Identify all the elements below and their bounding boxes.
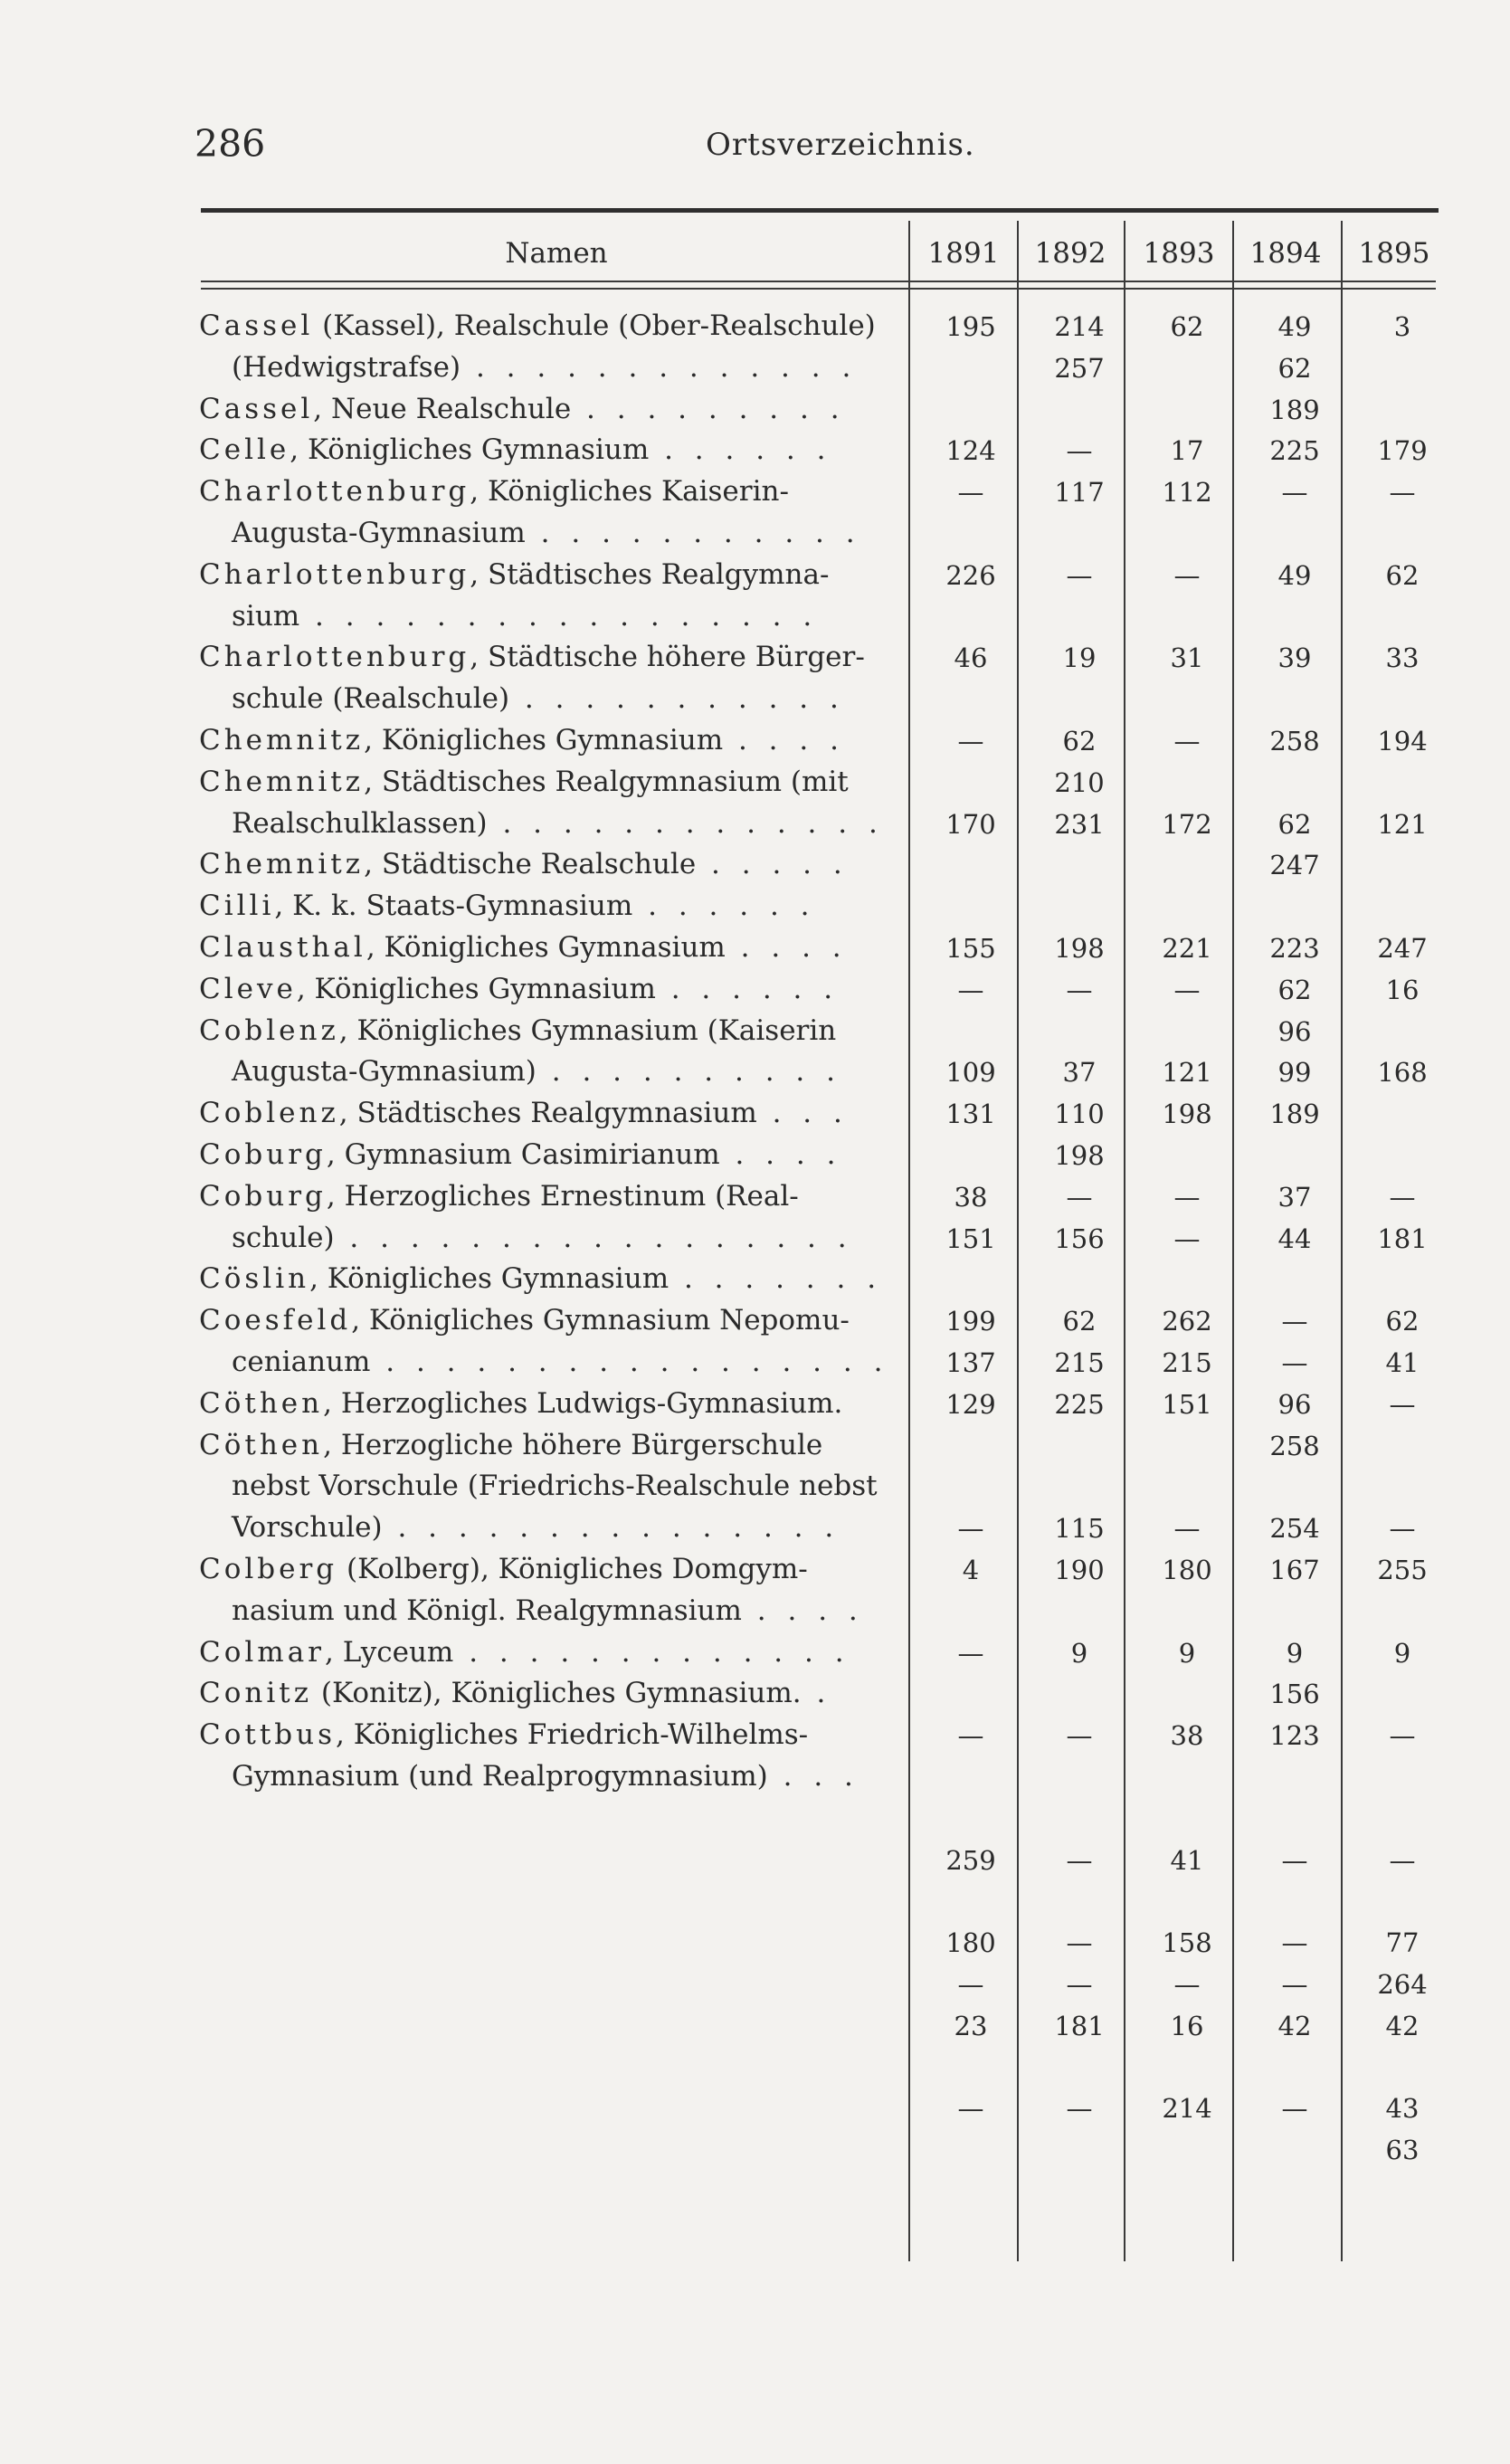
value-cell: 38 — [1170, 1720, 1204, 1752]
value-cell: 19 — [1062, 642, 1097, 674]
institution-text: , Königliches Friedrich-Wilhelms- — [336, 1718, 809, 1752]
city-name: Coburg — [199, 1179, 327, 1213]
value-cell: 109 — [945, 1057, 996, 1089]
dot-leader: . . . — [767, 1760, 859, 1793]
value-cell: 31 — [1170, 642, 1204, 674]
dot-leader: . . . . — [741, 1594, 864, 1627]
value-cell: 258 — [1269, 1430, 1320, 1461]
column-divider — [1017, 221, 1019, 2261]
value-cell: 96 — [1277, 1388, 1312, 1420]
dot-leader: . . . . . . . — [669, 1262, 883, 1296]
value-cell: 38 — [954, 1181, 988, 1213]
institution-text: schule (Realschule) — [232, 682, 510, 716]
institution-text: , Gymnasium Casimirianum — [326, 1138, 720, 1171]
value-cell: — — [957, 2093, 984, 2125]
value-cell: 215 — [1162, 1347, 1212, 1378]
entry-line — [199, 1387, 842, 1420]
entry-line — [199, 931, 848, 964]
value-cell: 9 — [1178, 1637, 1196, 1669]
entry-line — [199, 724, 845, 756]
value-cell: 198 — [1054, 1140, 1105, 1171]
value-cell: 37 — [1277, 1181, 1312, 1213]
value-cell: 214 — [1054, 311, 1105, 342]
value-cell: — — [1173, 1181, 1201, 1213]
entry-line — [199, 1718, 808, 1751]
value-cell: 9 — [1286, 1637, 1304, 1669]
value-cell: — — [1281, 2093, 1308, 2125]
value-cell: — — [1066, 559, 1093, 591]
entry-line — [199, 766, 849, 798]
dot-leader: . . . . — [725, 931, 848, 964]
institution-text: , K. k. Staats-Gymnasium — [274, 890, 633, 923]
value-cell: — — [1389, 1181, 1416, 1213]
value-cell: 195 — [945, 311, 996, 342]
institution-text: Vorschule) — [232, 1511, 383, 1545]
value-cell: 39 — [1277, 642, 1312, 674]
value-cell: 44 — [1277, 1222, 1312, 1254]
dot-leader: . . . . . — [696, 848, 849, 881]
city-name: Cassel — [199, 392, 314, 425]
value-cell: 257 — [1054, 352, 1105, 384]
value-cell: 3 — [1393, 311, 1411, 342]
value-cell: 62 — [1062, 726, 1097, 756]
dot-leader: . — [801, 1677, 832, 1710]
value-cell: 112 — [1162, 477, 1212, 509]
value-cell: 117 — [1054, 477, 1105, 509]
dot-leader: . . . . — [719, 1138, 842, 1171]
city-name: Charlottenburg — [199, 557, 470, 591]
entry-line — [199, 475, 789, 508]
entry-line — [199, 1677, 831, 1709]
value-cell: 181 — [1377, 1222, 1428, 1254]
value-cell: — — [1173, 726, 1201, 756]
city-name: Cilli — [199, 890, 275, 923]
value-cell: 42 — [1385, 2010, 1420, 2041]
dot-leader: . . . . . . . . . . . . . . . . . — [299, 599, 819, 633]
institution-text: , Königliches Gymnasium — [309, 1262, 670, 1296]
value-cell: 62 — [1277, 974, 1312, 1005]
value-cell: 151 — [1162, 1388, 1212, 1420]
value-cell: 123 — [1269, 1720, 1320, 1752]
institution-text: nebst Vorschule (Friedrichs-Realschule nebst — [232, 1470, 878, 1503]
value-cell: 137 — [945, 1347, 996, 1378]
value-cell: 62 — [1277, 352, 1312, 384]
entry-line — [232, 1222, 853, 1254]
value-cell: 210 — [1054, 766, 1105, 798]
column-divider — [1232, 221, 1234, 2261]
entry-line — [199, 848, 849, 880]
dot-leader: . . . . . . . . . . . . . . . . . — [334, 1221, 853, 1254]
institution-text: Realschulklassen) — [232, 806, 488, 840]
value-cell: 258 — [1269, 726, 1320, 756]
entry-line — [232, 1594, 864, 1627]
value-cell: 23 — [954, 2010, 988, 2041]
column-header-namen: Namen — [505, 237, 608, 270]
dot-leader: . . . . . . . . . . . — [509, 682, 845, 716]
institution-text: (Konitz), Königliches Gymnasium. — [312, 1677, 802, 1710]
value-cell: — — [957, 1720, 984, 1752]
value-cell: — — [1066, 1720, 1093, 1752]
header-rule — [201, 281, 1436, 282]
entry-line — [199, 1636, 850, 1669]
value-cell: 37 — [1062, 1057, 1097, 1089]
entry-line — [232, 1760, 859, 1793]
entry-line — [232, 600, 818, 633]
value-cell: 49 — [1277, 311, 1312, 342]
institution-text: , Städtisches Realgymna- — [470, 557, 830, 591]
entry-line — [199, 1097, 849, 1129]
institution-text: , Herzogliche höhere Bürgerschule — [323, 1428, 823, 1461]
value-cell: 124 — [945, 435, 996, 467]
institution-text: nasium und Königl. Realgymnasium — [232, 1594, 742, 1627]
value-cell: 198 — [1054, 933, 1105, 964]
value-cell: 190 — [1054, 1555, 1105, 1585]
value-cell: 225 — [1054, 1388, 1105, 1420]
value-cell: 264 — [1377, 1969, 1428, 2000]
dot-leader: . . . . . . . . . . — [536, 1055, 841, 1089]
entry-line — [199, 393, 846, 425]
value-cell: 189 — [1269, 1099, 1320, 1130]
value-cell: 259 — [945, 1844, 996, 1876]
value-cell: 262 — [1162, 1306, 1212, 1337]
city-name: Chemnitz — [199, 724, 365, 756]
entry-line — [232, 1055, 841, 1088]
value-cell: 63 — [1385, 2135, 1420, 2166]
value-cell: — — [1173, 1222, 1201, 1254]
value-cell: — — [1066, 1969, 1093, 2000]
value-cell: — — [1281, 1927, 1308, 1959]
value-cell: 223 — [1269, 933, 1320, 964]
value-cell: 214 — [1162, 2093, 1212, 2125]
value-cell: 247 — [1269, 850, 1320, 881]
institution-text: , Herzogliches Ernestinum (Real- — [326, 1179, 799, 1213]
institution-text: , Königliches Gymnasium — [290, 433, 650, 467]
value-cell: 17 — [1170, 435, 1204, 467]
value-cell: 215 — [1054, 1347, 1105, 1378]
value-cell: 9 — [1393, 1637, 1411, 1669]
value-cell: 180 — [945, 1927, 996, 1959]
page-number: 286 — [195, 122, 266, 166]
city-name: Cöslin — [199, 1262, 310, 1296]
value-cell: 62 — [1170, 311, 1204, 342]
city-name: Cottbus — [199, 1718, 337, 1752]
value-cell: — — [1389, 1720, 1416, 1752]
institution-text: schule) — [232, 1221, 335, 1254]
value-cell: 62 — [1385, 1306, 1420, 1337]
value-cell: 115 — [1054, 1513, 1105, 1545]
entry-line — [199, 1304, 850, 1337]
institution-text: , Königliches Gymnasium — [364, 724, 724, 756]
value-cell: — — [1281, 477, 1308, 509]
institution-text: , Königliches Gymnasium — [296, 972, 656, 1005]
value-cell: — — [957, 726, 984, 756]
entry-line — [232, 1470, 878, 1502]
value-cell: — — [957, 1969, 984, 2000]
city-name: Chemnitz — [199, 848, 365, 881]
entry-line — [199, 309, 876, 342]
entry-line — [232, 1511, 840, 1544]
institution-text: Augusta-Gymnasium — [232, 517, 526, 549]
dot-leader: . . . . . . . . . . . . . . . — [382, 1511, 840, 1545]
entry-line — [232, 517, 861, 549]
institution-text: , Königliches Gymnasium — [366, 931, 726, 964]
value-cell: 168 — [1377, 1057, 1428, 1089]
entry-line — [199, 1180, 799, 1213]
value-cell: 198 — [1162, 1099, 1212, 1130]
dot-leader: . . . . . . . . . . . . . — [487, 806, 884, 840]
dot-leader: . . . . . . . . . . . . . . . . . — [370, 1346, 889, 1378]
value-cell: 99 — [1277, 1057, 1312, 1089]
city-name: Colberg — [199, 1553, 338, 1585]
dot-leader: . . . . . . . . . . . — [525, 517, 861, 549]
value-cell: — — [1281, 1844, 1308, 1876]
dot-leader: . . . — [756, 1097, 849, 1130]
value-cell: — — [957, 1637, 984, 1669]
city-name: Clausthal — [199, 931, 366, 964]
value-cell: 131 — [945, 1099, 996, 1130]
value-cell: 16 — [1385, 974, 1420, 1005]
value-cell: 226 — [945, 559, 996, 591]
value-cell: — — [957, 477, 984, 509]
institution-text: , Städtisches Realgymnasium — [338, 1097, 757, 1130]
value-cell: 172 — [1162, 808, 1212, 840]
value-cell: — — [1389, 1513, 1416, 1545]
value-cell: — — [1281, 1969, 1308, 2000]
institution-text: , Königliches Gymnasium Nepomu- — [351, 1304, 850, 1337]
value-cell: 179 — [1377, 435, 1428, 467]
value-cell: — — [1389, 477, 1416, 509]
top-rule — [201, 208, 1439, 213]
institution-text: Augusta-Gymnasium) — [232, 1055, 537, 1089]
value-cell: — — [1173, 559, 1201, 591]
entry-line — [232, 807, 884, 840]
dot-leader: . . . . . . . . . — [571, 392, 846, 425]
value-cell: — — [957, 1513, 984, 1545]
column-header-1894: 1894 — [1249, 237, 1322, 270]
column-divider — [1341, 221, 1343, 2261]
institution-text: , Königliches Gymnasium (Kaiserin — [338, 1013, 837, 1047]
entry-line — [232, 1346, 888, 1378]
value-cell: 9 — [1070, 1637, 1088, 1669]
value-cell: 181 — [1054, 2010, 1105, 2041]
value-cell: 49 — [1277, 559, 1312, 591]
entry-line — [199, 433, 832, 466]
header-rule-second — [201, 288, 1436, 290]
value-cell: 158 — [1162, 1927, 1212, 1959]
institution-text: cenianum — [232, 1346, 371, 1378]
value-cell: — — [1389, 1844, 1416, 1876]
city-name: Colmar — [199, 1635, 325, 1669]
value-cell: 41 — [1385, 1347, 1420, 1378]
institution-text: , Herzogliches Ludwigs-Gymnasium. — [323, 1386, 843, 1420]
institution-text: , Städtisches Realgymnasium (mit — [364, 765, 849, 798]
value-cell: 62 — [1062, 1306, 1097, 1337]
value-cell: 180 — [1162, 1555, 1212, 1585]
value-cell: — — [1066, 974, 1093, 1005]
value-cell: — — [957, 974, 984, 1005]
institution-text: (Hedwigstrafse) — [232, 350, 461, 384]
value-cell: 155 — [945, 933, 996, 964]
column-header-1891: 1891 — [927, 237, 1000, 270]
city-name: Coblenz — [199, 1097, 339, 1130]
city-name: Coesfeld — [199, 1304, 352, 1337]
value-cell: 189 — [1269, 394, 1320, 425]
value-cell: 255 — [1377, 1555, 1428, 1585]
value-cell: — — [1389, 1388, 1416, 1420]
value-cell: — — [1281, 1306, 1308, 1337]
value-cell: 254 — [1269, 1513, 1320, 1545]
city-name: Cassel — [199, 309, 314, 342]
entry-line — [199, 890, 816, 922]
institution-text: (Kolberg), Königliches Domgym- — [337, 1553, 808, 1585]
dot-leader: . . . . . . — [649, 433, 832, 467]
institution-text: , Lyceum — [325, 1635, 454, 1669]
value-cell: 170 — [945, 808, 996, 840]
value-cell: 46 — [954, 642, 988, 674]
value-cell: — — [1173, 1969, 1201, 2000]
city-name: Conitz — [199, 1677, 313, 1710]
column-header-1893: 1893 — [1143, 237, 1215, 270]
value-cell: 77 — [1385, 1927, 1420, 1959]
value-cell: 96 — [1277, 1015, 1312, 1047]
dot-leader: . . . . — [723, 724, 845, 756]
dot-leader: . . . . . . — [632, 890, 816, 923]
value-cell: 151 — [945, 1222, 996, 1254]
city-name: Charlottenburg — [199, 641, 470, 674]
entry-line — [199, 973, 839, 1005]
column-divider — [908, 221, 910, 2261]
value-cell: 156 — [1054, 1222, 1105, 1254]
value-cell: 247 — [1377, 933, 1428, 964]
value-cell: 43 — [1385, 2093, 1420, 2125]
city-name: Cöthen — [199, 1428, 324, 1461]
value-cell: 156 — [1269, 1679, 1320, 1710]
value-cell: 129 — [945, 1388, 996, 1420]
value-cell: 41 — [1170, 1844, 1204, 1876]
city-name: Chemnitz — [199, 765, 365, 798]
value-cell: 4 — [962, 1555, 980, 1585]
value-cell: — — [1173, 1513, 1201, 1545]
entry-line — [199, 1262, 882, 1295]
value-cell: — — [1066, 1844, 1093, 1876]
institution-text: sium — [232, 599, 300, 633]
institution-text: Gymnasium (und Realprogymnasium) — [232, 1760, 768, 1793]
value-cell: — — [1173, 974, 1201, 1005]
entry-line — [199, 641, 865, 673]
column-header-1892: 1892 — [1034, 237, 1106, 270]
entry-line — [232, 351, 857, 384]
value-cell: 33 — [1385, 642, 1420, 674]
city-name: Coblenz — [199, 1013, 339, 1047]
city-name: Coburg — [199, 1138, 327, 1171]
institution-text: , Städtische Realschule — [364, 848, 697, 881]
institution-text: (Kassel), Realschule (Ober-Realschule) — [313, 309, 876, 342]
city-name: Charlottenburg — [199, 475, 470, 509]
value-cell: 221 — [1162, 933, 1212, 964]
value-cell: — — [1066, 2093, 1093, 2125]
value-cell: — — [1281, 1347, 1308, 1378]
running-head: Ortsverzeichnis. — [706, 127, 975, 163]
entry-line — [199, 1429, 822, 1461]
entry-line — [199, 1014, 836, 1047]
value-cell: 231 — [1054, 808, 1105, 840]
entry-line — [199, 558, 829, 591]
institution-text: , Städtische höhere Bürger- — [470, 641, 865, 674]
value-cell: 110 — [1054, 1099, 1105, 1130]
city-name: Cöthen — [199, 1386, 324, 1420]
city-name: Cleve — [199, 972, 297, 1005]
entry-line — [199, 1138, 841, 1171]
value-cell: 194 — [1377, 726, 1428, 756]
dot-leader: . . . . . . — [655, 972, 840, 1005]
value-cell: 42 — [1277, 2010, 1312, 2041]
entry-line — [199, 1553, 808, 1585]
value-cell: 225 — [1269, 435, 1320, 467]
dot-leader: . . . . . . . . . . . . . — [453, 1635, 850, 1669]
value-cell: 121 — [1377, 808, 1428, 840]
value-cell: — — [1066, 435, 1093, 467]
value-cell: 16 — [1170, 2010, 1204, 2041]
value-cell: 62 — [1277, 808, 1312, 840]
value-cell: — — [1066, 1927, 1093, 1959]
column-header-1895: 1895 — [1358, 237, 1430, 270]
value-cell: 121 — [1162, 1057, 1212, 1089]
entry-line — [232, 682, 845, 715]
institution-text: , Königliches Kaiserin- — [470, 475, 789, 509]
institution-text: , Neue Realschule — [313, 392, 572, 425]
city-name: Celle — [199, 433, 290, 467]
value-cell: 167 — [1269, 1555, 1320, 1585]
value-cell: — — [1066, 1181, 1093, 1213]
dot-leader: . . . . . . . . . . . . . — [461, 350, 858, 384]
value-cell: 62 — [1385, 559, 1420, 591]
value-cell: 199 — [945, 1306, 996, 1337]
